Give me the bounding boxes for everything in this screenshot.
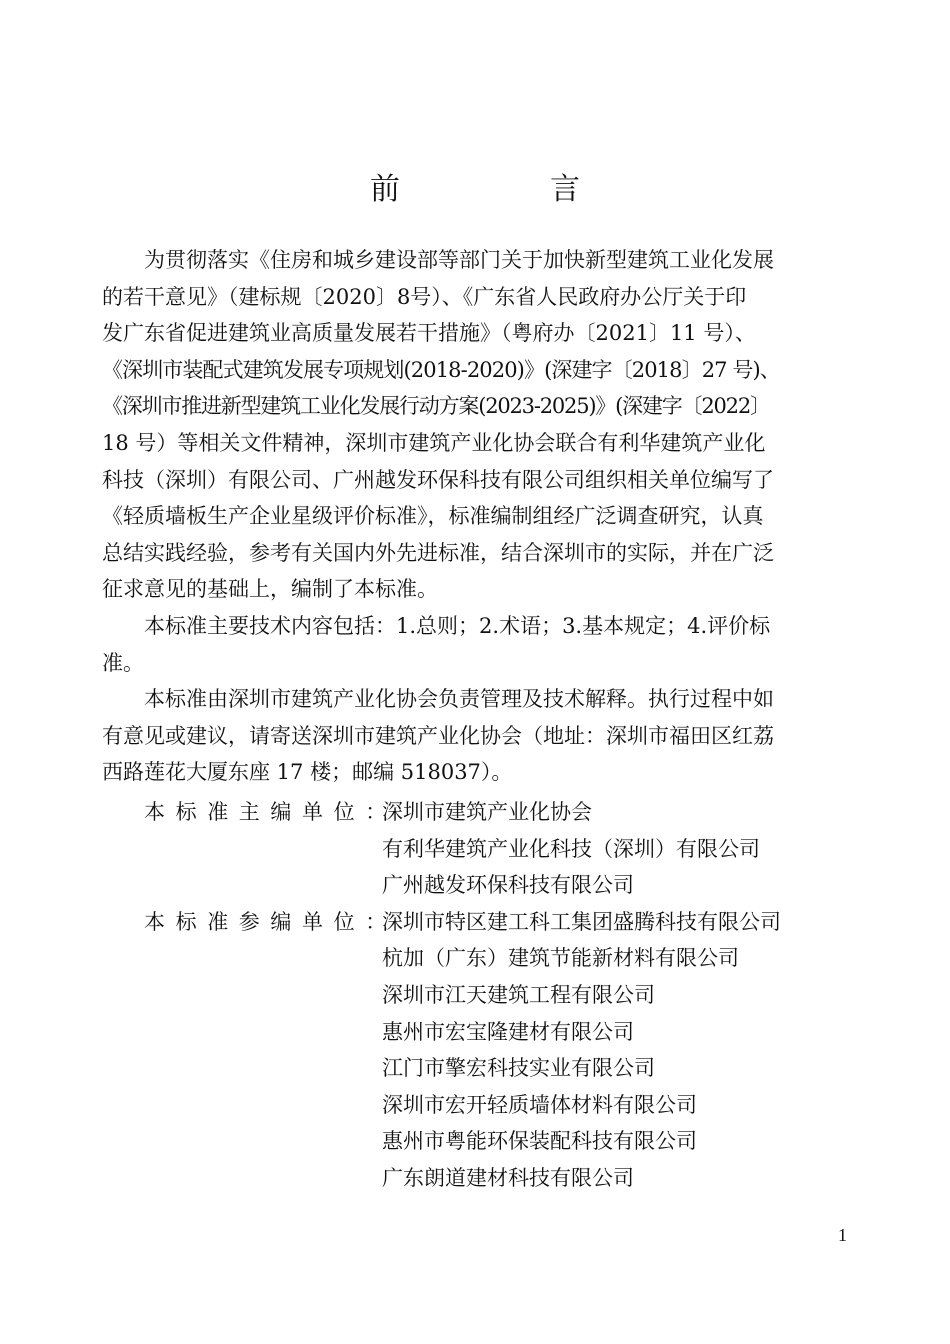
- text-line: 《深圳市装配式建筑发展专项规划(2018-2020)》(深建字〔2018〕27 号)、: [102, 357, 780, 382]
- chief-editor-list: [382, 794, 760, 904]
- text-line: 总结实践经验，参考有关国内外先进标准，结合深圳市的实际，并在广泛: [102, 540, 774, 565]
- text-line: 征求意见的基础上，编制了本标准。: [102, 577, 438, 602]
- preface-body: [102, 242, 852, 791]
- credits-section: [102, 794, 852, 1197]
- chief-editor-label: 本标准主编单位：: [144, 800, 397, 824]
- list-item: 惠州市宏宝隆建材有限公司: [382, 1019, 634, 1044]
- list-item: 江门市擎宏科技实业有限公司: [382, 1056, 655, 1081]
- chief-editor-units: [102, 794, 852, 904]
- text-line: 有意见或建议，请寄送深圳市建筑产业化协会（地址：深圳市福田区红荔: [102, 723, 774, 748]
- page-number: 1: [838, 1225, 847, 1245]
- text-line: 《轻质墙板生产企业星级评价标准》，标准编制组经广泛调查研究，认真: [102, 504, 764, 529]
- list-item: 深圳市宏开轻质墙体材料有限公司: [382, 1092, 697, 1117]
- list-item: 惠州市粤能环保装配科技有限公司: [382, 1129, 697, 1154]
- paragraph-background: [102, 242, 852, 608]
- paragraph-contents: [102, 608, 852, 681]
- text-line: 本标准由深圳市建筑产业化协会负责管理及技术解释。执行过程中如: [144, 687, 774, 712]
- text-line: 为贯彻落实《住房和城乡建设部等部门关于加快新型建筑工业化发展: [144, 248, 774, 272]
- text-line: 18 号）等相关文件精神，深圳市建筑产业化协会联合有利华建筑产业化: [102, 430, 766, 455]
- list-item: 有利华建筑产业化科技（深圳）有限公司: [382, 836, 760, 861]
- list-item: 深圳市特区建工科工集团盛腾科技有限公司: [382, 909, 781, 934]
- list-item: 深圳市江天建筑工程有限公司: [382, 982, 655, 1007]
- text-line: 准。: [102, 650, 144, 675]
- paragraph-management: [102, 681, 852, 791]
- text-line: 西路莲花大厦东座 17 楼；邮编 518037）。: [102, 760, 513, 785]
- text-line: 科技（深圳）有限公司、广州越发环保科技有限公司组织相关单位编写了: [102, 467, 774, 492]
- participant-label: 本标准参编单位：: [144, 909, 397, 934]
- text-line: 的若干意见》（建标规〔2020〕8号）、《广东省人民政府办公厅关于印: [102, 284, 747, 309]
- list-item: 深圳市建筑产业化协会: [382, 800, 592, 824]
- participant-list: [382, 904, 781, 1197]
- text-line: 发广东省促进建筑业高质量发展若干措施》（粤府办〔2021〕11 号）、: [102, 321, 756, 346]
- list-item: 广东朗道建材科技有限公司: [382, 1165, 634, 1190]
- list-item: 杭加（广东）建筑节能新材料有限公司: [382, 946, 739, 971]
- participant-units: [102, 904, 852, 1197]
- text-line: 本标准主要技术内容包括：1.总则；2.术语；3.基本规定；4.评价标: [144, 613, 771, 638]
- list-item: 广州越发环保科技有限公司: [382, 873, 634, 898]
- text-line: 《深圳市推进新型建筑工业化发展行动方案(2023-2025)》(深建字〔2022〕: [102, 394, 770, 419]
- page-title: 前 言: [370, 172, 640, 207]
